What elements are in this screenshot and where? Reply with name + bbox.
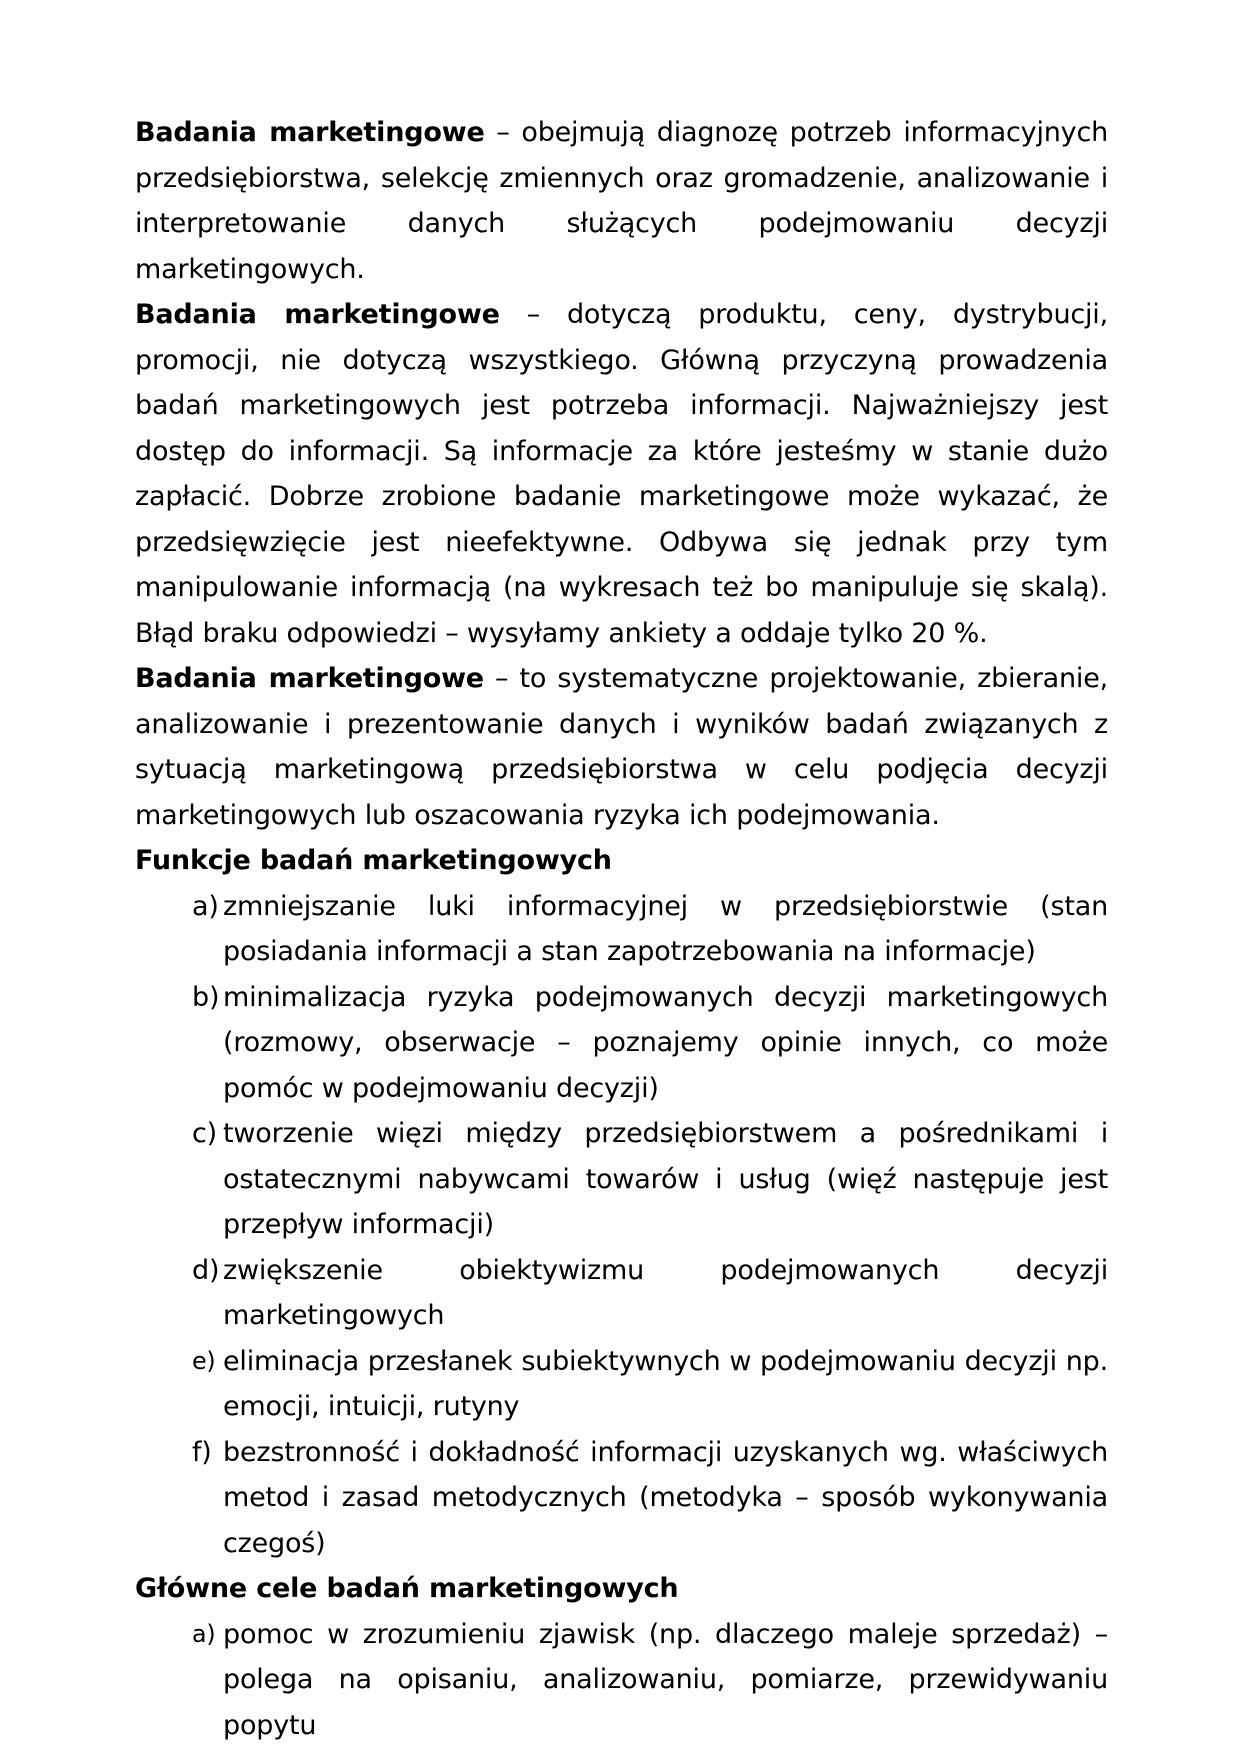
list-item [135,1430,1108,1567]
list-item [135,1612,1108,1749]
document-body [135,110,1108,1748]
list-item [135,975,1108,1112]
list-item-text: minimalizacja ryzyka podejmowanych decyzji marketingowych (rozmowy, obserwacje – poznajemy opinie innych, co może pomóc w podejmowaniu decyzji) [223,981,1108,1104]
list-item-text: zwiększenie obiektywizmu podejmowanych decyzji marketingowych [223,1254,1108,1331]
paragraph-definition-2 [135,292,1108,656]
list-marker: a) [192,890,219,922]
list-marker: c) [192,1118,217,1149]
list-item-text: zmniejszanie luki informacyjnej w przedsiębiorstwie (stan posiadania informacji a stan zapotrzebowania na informacje) [223,890,1108,967]
list-item [135,1339,1108,1430]
goals-list [135,1612,1108,1749]
list-item [135,884,1108,975]
list-marker: d) [192,1254,220,1286]
list-marker: e) [192,1346,216,1375]
functions-list [135,884,1108,1567]
heading-functions: Funkcje badań marketingowych [135,845,612,876]
list-marker: b) [192,981,220,1013]
list-item-text: bezstronność i dokładność informacji uzyskanych wg. właściwych metod i zasad metodycznych (metodyka – sposób wykonywania czegoś) [223,1436,1108,1559]
list-marker: a) [192,1619,216,1648]
paragraph-text: – dotyczą produktu, ceny, dystrybucji, promocji, nie dotyczą wszystkiego. Główną przyczyną prowadzenia badań marketingowych jest potrzeba informacji. Najważniejszy jest dostęp do informacji. Są informacje za które jesteśmy w stanie dużo zapłacić. Dobrze zrobione badanie marketingowe może wykazać, że przedsięwzięcie jest nieefektywne. Odbywa się jednak przy tym manipulowanie informacją (na wykresach też bo manipuluje się skalą). Błąd braku odpowiedzi – wysyłamy ankiety a oddaje tylko 20 %. [135,299,1108,649]
list-item-text: pomoc w zrozumieniu zjawisk (np. dlaczego maleje sprzedaż) – polega na opisaniu, analizowaniu, pomiarze, przewidywaniu popytu [223,1618,1108,1741]
list-marker: f) [192,1436,212,1468]
bold-term-badania-marketingowe: Badania marketingowe [135,663,484,694]
bold-term-badania-marketingowe: Badania marketingowe [135,299,500,330]
paragraph-definition-3 [135,656,1108,838]
bold-term-badania-marketingowe: Badania marketingowe [135,117,485,148]
list-item-text: tworzenie więzi między przedsiębiorstwem a pośrednikami i ostatecznymi nabywcami towarów i usług (więź następuje jest przepływ informacji) [223,1118,1108,1240]
paragraph-text: – obejmują diagnozę potrzeb informacyjnych przedsiębiorstwa, selekcję zmiennych oraz gromadzenie, analizowanie i interpretowanie danych służących podejmowaniu decyzji marketingowych. [135,117,1108,285]
heading-goals: Główne cele badań marketingowych [135,1573,679,1604]
paragraph-text: – to systematyczne projektowanie, zbieranie, analizowanie i prezentowanie danych i wyników badań związanych z sytuacją marketingową przedsiębiorstwa w celu podjęcia decyzji marketingowych lub oszacowania ryzyka ich podejmowania. [135,663,1108,831]
list-item [135,1111,1108,1248]
list-item [135,1248,1108,1339]
list-item-text: eliminacja przesłanek subiektywnych w podejmowaniu decyzji np. emocji, intuicji, rutyny [223,1345,1108,1422]
paragraph-definition-1 [135,110,1108,292]
